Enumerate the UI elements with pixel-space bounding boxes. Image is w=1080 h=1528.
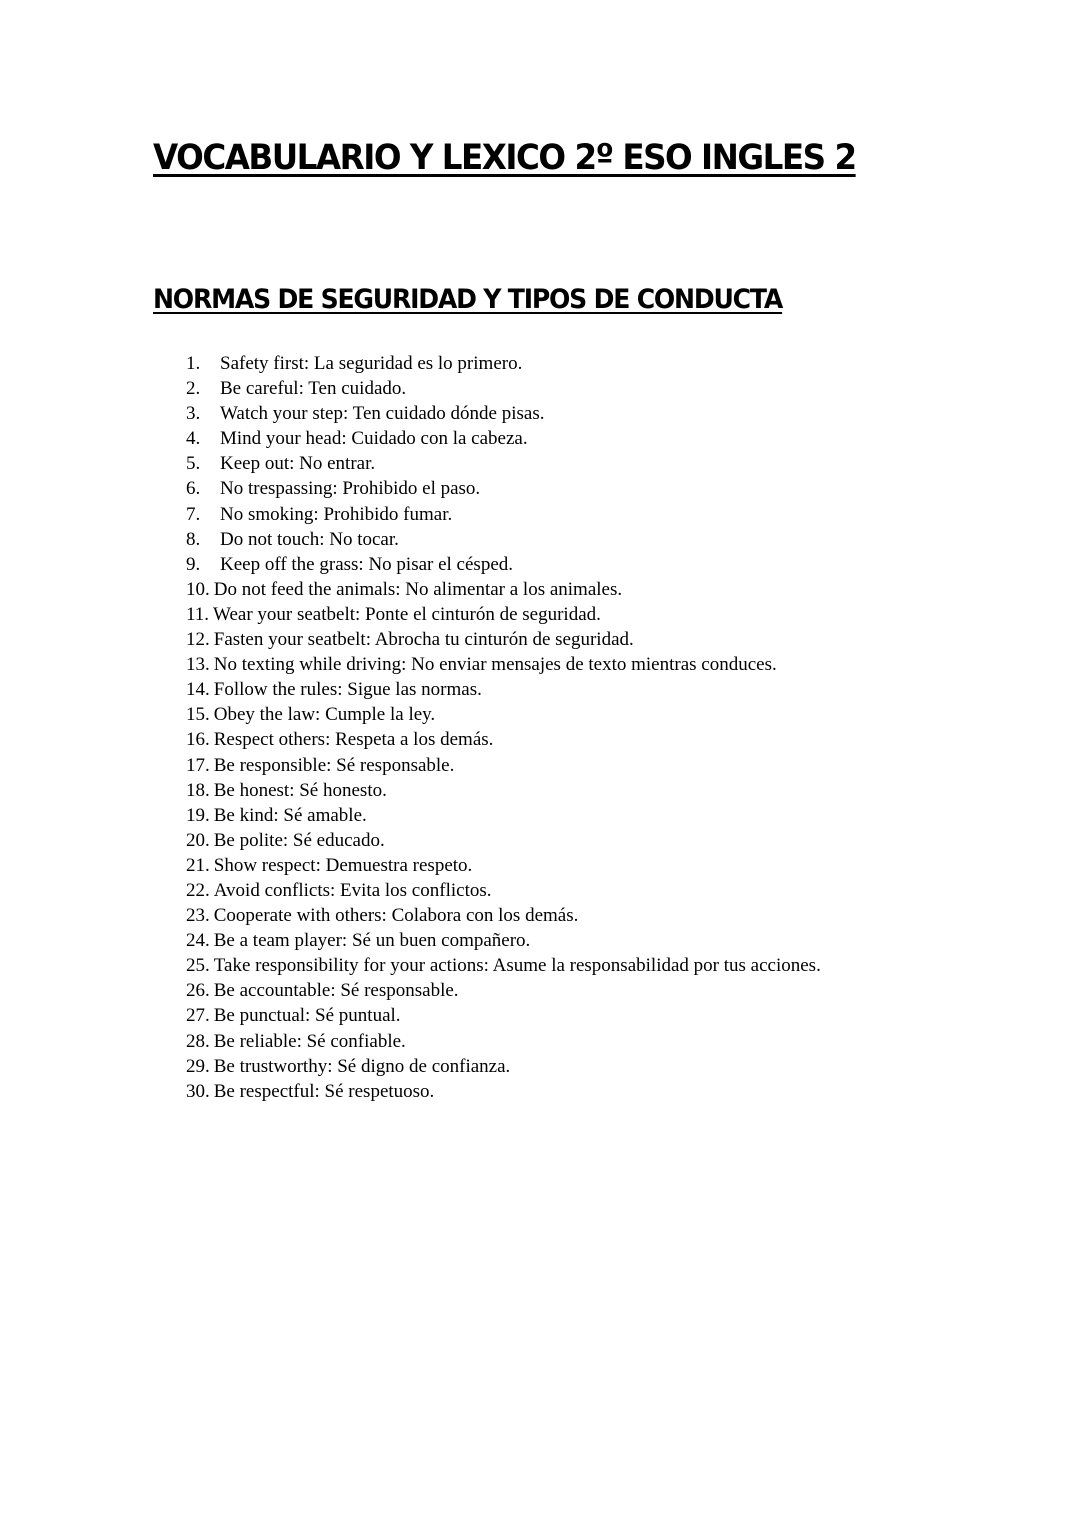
list-item [186,577,821,602]
item-number: 11. [186,603,210,625]
list-item [186,928,821,953]
item-text: Be a team player: Sé un buen compañero. [213,930,531,952]
item-number: 10. [186,578,210,600]
list-item [186,602,821,627]
item-text: Be trustworthy: Sé digno de confianza. [213,1055,511,1077]
item-text: Cooperate with others: Colabora con los demás. [213,905,579,927]
item-text: Be kind: Sé amable. [213,804,367,826]
list-item [186,878,821,903]
vocabulary-list [186,351,821,1104]
list-item [186,376,821,401]
item-number: 12. [186,629,210,651]
item-number: 26. [186,980,210,1002]
item-text: Be punctual: Sé puntual. [213,1005,401,1027]
item-number: 9. [186,553,201,575]
item-text: Be careful: Ten cuidado. [220,378,407,400]
item-text: Watch your step: Ten cuidado dónde pisas. [220,403,545,425]
document-title: VOCABULARIO Y LEXICO 2º ESO INGLES 2 [153,138,856,178]
item-number: 5. [186,453,201,475]
list-item [186,953,821,978]
item-text: Obey the law: Cumple la ley. [213,704,436,726]
item-number: 23. [186,905,210,927]
list-item [186,652,821,677]
item-text: No trespassing: Prohibido el paso. [220,478,481,500]
list-item [186,753,821,778]
list-item [186,351,821,376]
item-number: 20. [186,829,210,851]
list-item [186,426,821,451]
list-item [186,451,821,476]
item-number: 19. [186,804,210,826]
item-text: Be honest: Sé honesto. [213,779,387,801]
item-number: 15. [186,704,210,726]
item-text: No smoking: Prohibido fumar. [220,503,453,525]
item-text: Mind your head: Cuidado con la cabeza. [220,428,528,450]
list-item [186,727,821,752]
list-item [186,778,821,803]
item-text: Wear your seatbelt: Ponte el cinturón de seguridad. [213,603,601,625]
item-text: Be respectful: Sé respetuoso. [213,1080,435,1102]
item-number: 3. [186,403,201,425]
item-text: Safety first: La seguridad es lo primero. [220,353,523,374]
item-number: 24. [186,930,210,952]
item-text: Do not feed the animals: No alimentar a los animales. [213,578,623,600]
item-text: Show respect: Demuestra respeto. [213,854,473,876]
item-number: 28. [186,1030,210,1052]
list-item [186,978,821,1003]
item-text: Keep out: No entrar. [220,453,376,475]
list-item [186,1003,821,1028]
item-text: Avoid conflicts: Evita los conflictos. [213,879,492,901]
item-number: 18. [186,779,210,801]
item-number: 2. [186,378,201,400]
item-number: 30. [186,1080,210,1102]
item-number: 17. [186,754,210,776]
list-item [186,476,821,501]
list-item [186,627,821,652]
item-text: Be reliable: Sé confiable. [213,1030,406,1052]
item-text: Respect others: Respeta a los demás. [213,729,494,751]
list-item [186,1079,821,1104]
section-heading: NORMAS DE SEGURIDAD Y TIPOS DE CONDUCTA [153,284,783,315]
item-number: 7. [186,503,201,525]
item-number: 22. [186,879,210,901]
item-number: 16. [186,729,210,751]
list-item [186,401,821,426]
item-number: 1. [186,353,201,374]
item-number: 8. [186,528,201,550]
list-item [186,853,821,878]
list-item [186,1054,821,1079]
item-text: Be accountable: Sé responsable. [213,980,459,1002]
item-number: 25. [186,955,210,977]
item-text: Be polite: Sé educado. [213,829,385,851]
list-item [186,803,821,828]
item-number: 4. [186,428,201,450]
item-text: No texting while driving: No enviar mensajes de texto mientras conduces. [213,654,777,676]
item-text: Fasten your seatbelt: Abrocha tu cinturón de seguridad. [213,629,634,651]
list-item [186,527,821,552]
item-number: 21. [186,854,210,876]
item-number: 13. [186,654,210,676]
item-number: 14. [186,679,210,701]
list-item [186,552,821,577]
list-item [186,502,821,527]
item-number: 6. [186,478,201,500]
item-text: Follow the rules: Sigue las normas. [213,679,482,701]
item-text: Be responsible: Sé responsable. [213,754,455,776]
item-number: 27. [186,1005,210,1027]
item-text: Do not touch: No tocar. [220,528,399,550]
item-number: 29. [186,1055,210,1077]
list-item [186,677,821,702]
list-item [186,828,821,853]
list-item [186,702,821,727]
item-text: Take responsibility for your actions: Asume la responsabilidad por tus acciones. [213,955,821,977]
item-text: Keep off the grass: No pisar el césped. [220,553,513,575]
list-item [186,1029,821,1054]
list-item [186,903,821,928]
